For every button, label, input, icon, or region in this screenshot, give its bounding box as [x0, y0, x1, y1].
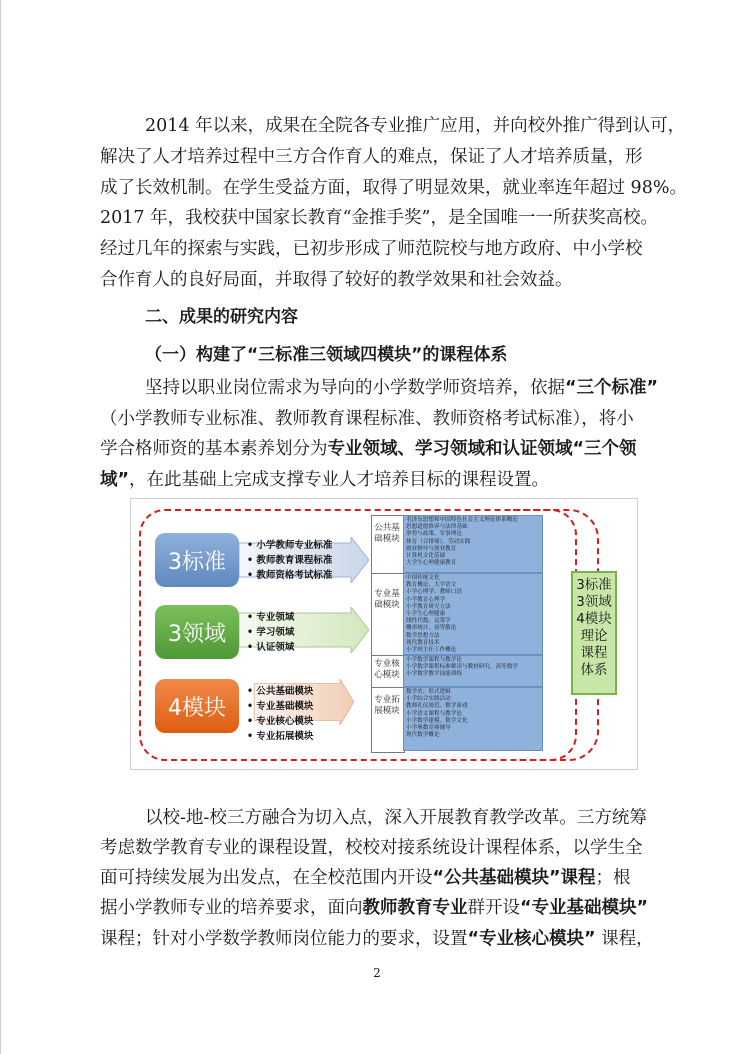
standards-item: • 小学教师专业标准 — [247, 538, 332, 553]
course-item: 概率统计、初等数论 — [406, 625, 457, 632]
para3-line3 — [100, 866, 660, 890]
para2-line3 — [100, 437, 660, 461]
module-separator — [371, 573, 403, 574]
course-item: 线性代数、运筹学 — [406, 618, 451, 625]
modules-item: • 公共基础模块 — [247, 684, 313, 699]
course-item: 小学教育研究方法 — [406, 603, 451, 610]
course-item: 小学生心理健康 — [406, 611, 446, 618]
para3-text: 据小学教师专业的培养要求，面向 — [100, 898, 363, 918]
module-label-basic: 专业基础模块 — [374, 589, 400, 610]
para2-line1 — [145, 376, 660, 400]
course-item: 教师礼仪规范、数学游戏 — [406, 703, 468, 710]
para3-bold: 教师教育专业 — [362, 898, 468, 918]
result-line: 课程 — [580, 645, 608, 661]
domains-item: • 认证领域 — [247, 640, 294, 655]
domains-item: • 学习领域 — [247, 625, 294, 640]
para3-line5 — [100, 927, 660, 951]
para1-line2: 解决了人才培养过程中三方合作育人的难点，保证了人才培养质量，形 — [100, 147, 643, 167]
para3-text: 课程；针对小学数学教师岗位能力的要求，设置 — [100, 929, 468, 949]
module-courses-public — [403, 515, 543, 573]
para1-line6: 合作育人的良好局面，并取得了较好的教学效果和社会效益。 — [100, 270, 573, 290]
module-courses-core — [403, 655, 543, 687]
course-item: 体育（合排球）、劳动实践 — [406, 538, 471, 545]
module-label-public: 公共基础模块 — [374, 523, 400, 544]
para3-bold: “专业基础模块” — [520, 898, 649, 918]
modules-item: • 专业拓展模块 — [247, 729, 313, 744]
result-line: 3领域 — [576, 594, 612, 610]
course-item: 思想道德修养与法律基础 — [406, 524, 468, 531]
section-heading: 二、成果的研究内容 — [145, 307, 298, 327]
module-label-extension: 专业拓展模块 — [374, 695, 400, 716]
page-number: 2 — [373, 966, 381, 980]
domains-list — [247, 610, 294, 655]
course-item: 小学班主任工作概论 — [406, 647, 457, 654]
para3-text: ；根 — [595, 868, 631, 888]
standards-item: • 教师教育课程标准 — [247, 553, 332, 568]
curriculum-system-box — [571, 571, 617, 695]
para2-line4 — [100, 468, 660, 492]
result-line: 理论 — [580, 628, 608, 644]
course-item: 现代数学概论 — [406, 732, 440, 739]
standards-item: • 教师资格考试标准 — [247, 568, 332, 583]
module-courses-basic — [403, 573, 543, 655]
para2-text: 坚持以职业岗位需求为导向的小学数学师资培养，依据 — [145, 378, 565, 398]
para2-text: ，在此基础上完成支撑专业人才培养目标的课程设置。 — [129, 470, 550, 490]
para2-bold: “三个标准” — [565, 378, 659, 398]
para1-line5: 经过几年的探索与实践，已初步形成了师范院校与地方政府、中小学校 — [100, 239, 643, 259]
module-label-column — [371, 515, 405, 753]
modules-list — [247, 684, 313, 744]
subsection-heading: （一）构建了“三标准三领域四模块”的课程体系 — [145, 345, 508, 365]
standards-list — [247, 538, 332, 583]
course-item: 大学生心理健康教育 — [406, 560, 457, 567]
course-item: 毛泽东思想和中国特色社会主义理论体系概论 — [406, 517, 518, 523]
course-item: 小学奥数竞赛辅导 — [406, 725, 451, 732]
course-item: 形势与政策、军事理论 — [406, 531, 462, 538]
course-item: 就业指导与创业教育 — [406, 545, 457, 552]
para3-line4 — [100, 896, 660, 920]
para3-line2: 考虑数学教育专业的课程设置，校校对接系统设计课程体系，以学生全 — [100, 838, 643, 858]
para2-bold: 域” — [100, 470, 130, 490]
module-label-core: 专业核心模块 — [374, 659, 400, 680]
para1-line1: 2014 年以来，成果在全院各专业推广应用，并向校外推广得到认可， — [145, 116, 686, 136]
course-item: 小学教育心理学 — [406, 596, 446, 603]
course-item: 现代教育技术 — [406, 639, 440, 646]
course-item: 数学史、形式逻辑 — [406, 689, 451, 695]
para2-line2: （小学教师专业标准、教师教育课程标准、教师资格考试标准），将小 — [100, 409, 634, 429]
domains-item: • 专业领域 — [247, 610, 294, 625]
course-item: 小学语文课程与教学论 — [406, 710, 462, 717]
para3-bold: “专业核心模块” — [467, 929, 596, 949]
course-item: 计算机文化基础 — [406, 553, 446, 560]
pill-standards: 3标准 — [155, 533, 239, 587]
para3-bold: “公共基础模块”课程 — [432, 868, 596, 888]
modules-item: • 专业基础模块 — [247, 699, 313, 714]
para3-line1: 以校-地-校三方融合为切入点，深入开展教育教学改革。三方统筹 — [145, 808, 647, 828]
module-separator — [371, 655, 403, 656]
course-item: 数学思想方法 — [406, 632, 440, 639]
result-line: 3标准 — [576, 577, 612, 593]
curriculum-diagram — [130, 498, 638, 770]
para1-line4: 2017 年，我校获中国家长教育“金推手奖”，是全国唯一一所获奖高校。 — [100, 208, 658, 228]
course-item: 小学综合实践活动 — [406, 696, 451, 703]
para3-text: 面可持续发展为出发点，在全校范围内开设 — [100, 868, 433, 888]
modules-item: • 专业核心模块 — [247, 714, 313, 729]
para3-text: 群开设 — [467, 898, 520, 918]
course-item: 小学数学课程标准解读与教材研究、高等数学 — [406, 664, 518, 671]
pill-modules: 4模块 — [155, 679, 239, 733]
course-item: 小学数学课程与教学论 — [406, 657, 462, 663]
pill-domains: 3领域 — [155, 605, 239, 659]
result-line: 体系 — [580, 662, 608, 678]
course-item: 中国传统文化 — [406, 575, 440, 581]
course-item: 小学心理学、教师口语 — [406, 589, 462, 596]
para2-text: 学合格师资的基本素养划分为 — [100, 439, 328, 459]
course-item: 教育概论、大学语文 — [406, 582, 457, 589]
para1-line3: 成了长效机制。在学生受益方面，取得了明显效果，就业率连年超过 98%。 — [100, 178, 687, 198]
module-separator — [371, 687, 403, 688]
para2-bold: 专业领域、学习领域和认证领域“三个领 — [327, 439, 637, 459]
para3-text: 课程， — [595, 929, 654, 949]
course-item: 小学数学教学技能训练 — [406, 671, 462, 678]
page-edge — [0, 0, 1, 1054]
result-line: 4模块 — [576, 611, 612, 627]
module-courses-extension — [403, 687, 543, 751]
course-item: 小学数学建模、数学文化 — [406, 717, 468, 724]
